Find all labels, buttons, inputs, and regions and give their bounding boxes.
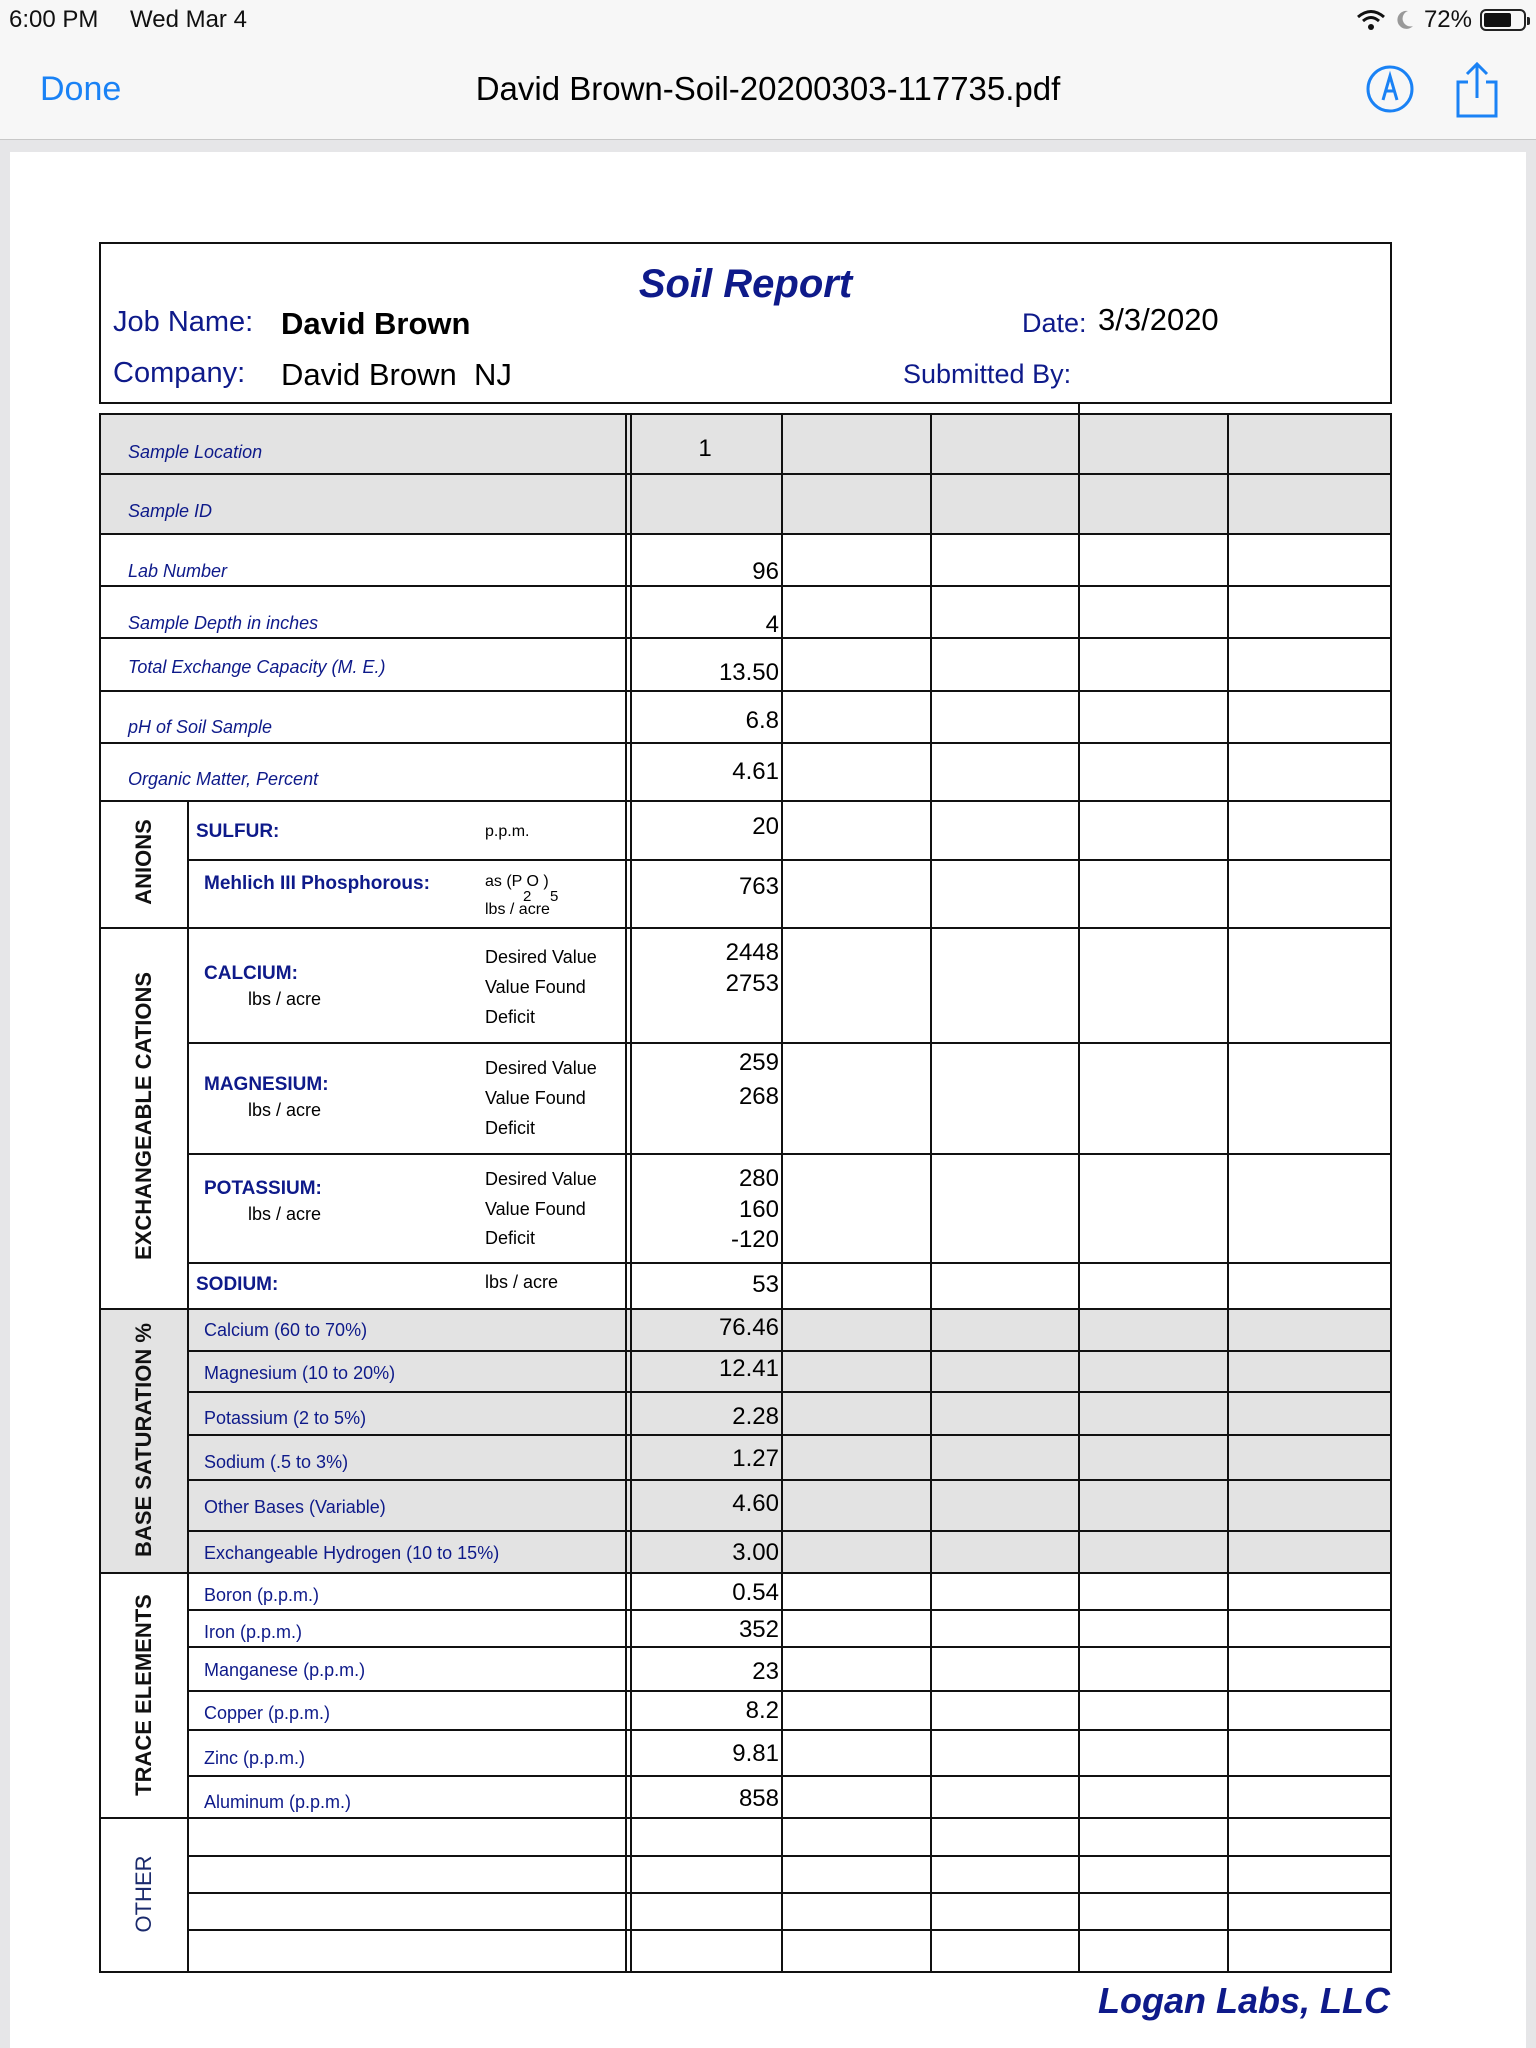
base-other-value: 4.60: [732, 1490, 779, 1517]
table-rule: [187, 859, 1390, 861]
phosphorous-label: Mehlich III Phosphorous:: [204, 873, 430, 894]
potassium-found: 160: [738, 1196, 779, 1223]
phosphorous-unit: as (P O ): [485, 873, 549, 890]
potassium-unit: lbs / acre: [248, 1204, 322, 1224]
table-rule: [187, 800, 189, 1971]
markup-pen-icon[interactable]: [1365, 64, 1415, 114]
phosphorous-subscript-5: 5: [550, 888, 559, 905]
lab-number-label: Lab Number: [128, 561, 228, 581]
potassium-deficit: -120: [730, 1226, 779, 1253]
trace-elements-section-label: TRACE ELEMENTS: [131, 1594, 156, 1796]
base-calcium-label: Calcium (60 to 70%): [204, 1320, 368, 1340]
table-rule: [187, 1350, 1390, 1352]
battery-icon: [1480, 9, 1526, 31]
table-rule: [187, 1153, 1390, 1155]
base-potassium-value: 2.28: [732, 1403, 779, 1430]
share-icon[interactable]: [1454, 60, 1500, 120]
table-rule: [1227, 415, 1229, 1971]
boron-label: Boron (p.p.m.): [204, 1585, 320, 1605]
potassium-label: POTASSIUM:: [204, 1178, 322, 1199]
table-rule: [187, 1729, 1390, 1731]
document-title: David Brown-Soil-20200303-117735.pdf: [475, 70, 1061, 107]
table-rule: [187, 1391, 1390, 1393]
table-rule: [187, 1690, 1390, 1692]
table-rule: [187, 1646, 1390, 1648]
sulfur-unit: p.p.m.: [485, 823, 530, 840]
iron-label: Iron (p.p.m.): [204, 1622, 303, 1642]
magnesium-desired-label: Desired Value: [485, 1058, 597, 1078]
manganese-label: Manganese (p.p.m.): [204, 1660, 366, 1680]
submitted-by-label: Submitted By:: [903, 359, 1072, 389]
status-day: Wed Mar 4: [130, 6, 247, 33]
company-label: Company:: [113, 357, 246, 389]
done-button[interactable]: Done: [40, 70, 122, 108]
moon-icon: [1394, 8, 1416, 32]
sulfur-value: 20: [752, 813, 779, 840]
base-sodium-label: Sodium (.5 to 3%): [204, 1452, 349, 1472]
sodium-value: 53: [752, 1271, 779, 1298]
table-rule: [930, 415, 932, 1971]
date-value: 3/3/2020: [1098, 302, 1219, 337]
lab-number-value: 96: [752, 558, 779, 585]
om-value: 4.61: [732, 758, 779, 785]
manganese-value: 23: [752, 1658, 779, 1685]
calcium-found: 2753: [725, 970, 779, 997]
calcium-found-label: Value Found: [485, 977, 586, 997]
magnesium-found-label: Value Found: [485, 1088, 586, 1108]
base-potassium-label: Potassium (2 to 5%): [204, 1408, 367, 1428]
sodium-unit: lbs / acre: [485, 1272, 559, 1292]
company-value: David Brown NJ: [281, 357, 512, 392]
iron-value: 352: [738, 1616, 779, 1643]
table-rule: [187, 1262, 1390, 1264]
aluminum-value: 858: [738, 1785, 779, 1812]
battery-percent: 72%: [1423, 6, 1472, 33]
calcium-desired: 2448: [725, 939, 779, 966]
base-saturation-section-label: BASE SATURATION %: [131, 1323, 156, 1557]
status-time: 6:00 PM: [9, 6, 99, 33]
magnesium-found: 268: [738, 1083, 779, 1110]
potassium-desired-label: Desired Value: [485, 1169, 597, 1189]
calcium-unit: lbs / acre: [248, 989, 322, 1009]
soil-report-table: [99, 413, 1392, 1973]
zinc-value: 9.81: [732, 1740, 779, 1767]
report-header: [99, 242, 1392, 404]
table-rule: [187, 1892, 1390, 1894]
other-section-label: OTHER: [131, 1855, 156, 1933]
wifi-icon: [1356, 8, 1386, 32]
job-name-value: David Brown: [281, 306, 471, 341]
copper-label: Copper (p.p.m.): [204, 1703, 331, 1723]
calcium-label: CALCIUM:: [204, 963, 298, 984]
potassium-deficit-label: Deficit: [485, 1228, 536, 1248]
sample-1-column: [631, 415, 779, 1971]
table-rule: [1078, 415, 1080, 1971]
base-hydrogen-label: Exchangeable Hydrogen (10 to 15%): [204, 1543, 500, 1563]
copper-value: 8.2: [745, 1697, 779, 1724]
magnesium-label: MAGNESIUM:: [204, 1074, 329, 1095]
depth-label: Sample Depth in inches: [128, 613, 319, 633]
status-indicators: [1356, 6, 1526, 34]
report-title: Soil Report: [638, 262, 853, 306]
calcium-desired-label: Desired Value: [485, 947, 597, 967]
aluminum-label: Aluminum (p.p.m.): [204, 1792, 352, 1812]
table-rule: [187, 1609, 1390, 1611]
table-rule: [187, 1855, 1390, 1857]
sample-location-value: 1: [698, 435, 712, 462]
om-label: Organic Matter, Percent: [128, 769, 319, 789]
ph-label: pH of Soil Sample: [128, 717, 273, 737]
cations-section-label: EXCHANGEABLE CATIONS: [131, 971, 156, 1261]
phosphorous-unit-2: lbs / acre: [485, 901, 550, 918]
status-bar: [0, 0, 1536, 40]
anions-section-label: ANIONS: [131, 819, 156, 905]
sodium-label: SODIUM:: [196, 1274, 279, 1295]
base-hydrogen-value: 3.00: [732, 1539, 779, 1566]
zinc-label: Zinc (p.p.m.): [204, 1748, 306, 1768]
table-rule: [625, 415, 627, 1971]
table-rule: [781, 415, 783, 1971]
ph-value: 6.8: [745, 707, 779, 734]
calcium-deficit-label: Deficit: [485, 1007, 536, 1027]
sulfur-label: SULFUR:: [196, 821, 280, 842]
date-label: Date:: [1022, 308, 1087, 338]
table-rule: [187, 1929, 1390, 1931]
phosphorous-value: 763: [738, 873, 779, 900]
phosphorous-subscript-2: 2: [523, 888, 532, 905]
lab-footer: Logan Labs, LLC: [1098, 1980, 1390, 2021]
table-rule: [187, 1530, 1390, 1532]
base-other-label: Other Bases (Variable): [204, 1497, 386, 1517]
potassium-found-label: Value Found: [485, 1199, 586, 1219]
table-rule: [187, 1775, 1390, 1777]
document-nav-bar: [0, 40, 1536, 140]
boron-value: 0.54: [732, 1579, 779, 1606]
job-name-label: Job Name:: [113, 306, 254, 338]
table-rule: [187, 1434, 1390, 1436]
tec-label: Total Exchange Capacity (M. E.): [128, 657, 386, 677]
potassium-desired: 280: [738, 1165, 779, 1192]
depth-value: 4: [765, 611, 779, 638]
base-calcium-value: 76.46: [718, 1314, 779, 1341]
table-rule: [187, 1042, 1390, 1044]
magnesium-deficit-label: Deficit: [485, 1118, 536, 1138]
magnesium-desired: 259: [738, 1049, 779, 1076]
base-magnesium-label: Magnesium (10 to 20%): [204, 1363, 396, 1383]
tec-value: 13.50: [718, 659, 779, 686]
sample-location-label: Sample Location: [128, 442, 263, 462]
sample-id-label: Sample ID: [128, 501, 213, 521]
table-rule: [187, 1479, 1390, 1481]
base-sodium-value: 1.27: [732, 1445, 779, 1472]
base-magnesium-value: 12.41: [718, 1355, 779, 1382]
magnesium-unit: lbs / acre: [248, 1100, 322, 1120]
